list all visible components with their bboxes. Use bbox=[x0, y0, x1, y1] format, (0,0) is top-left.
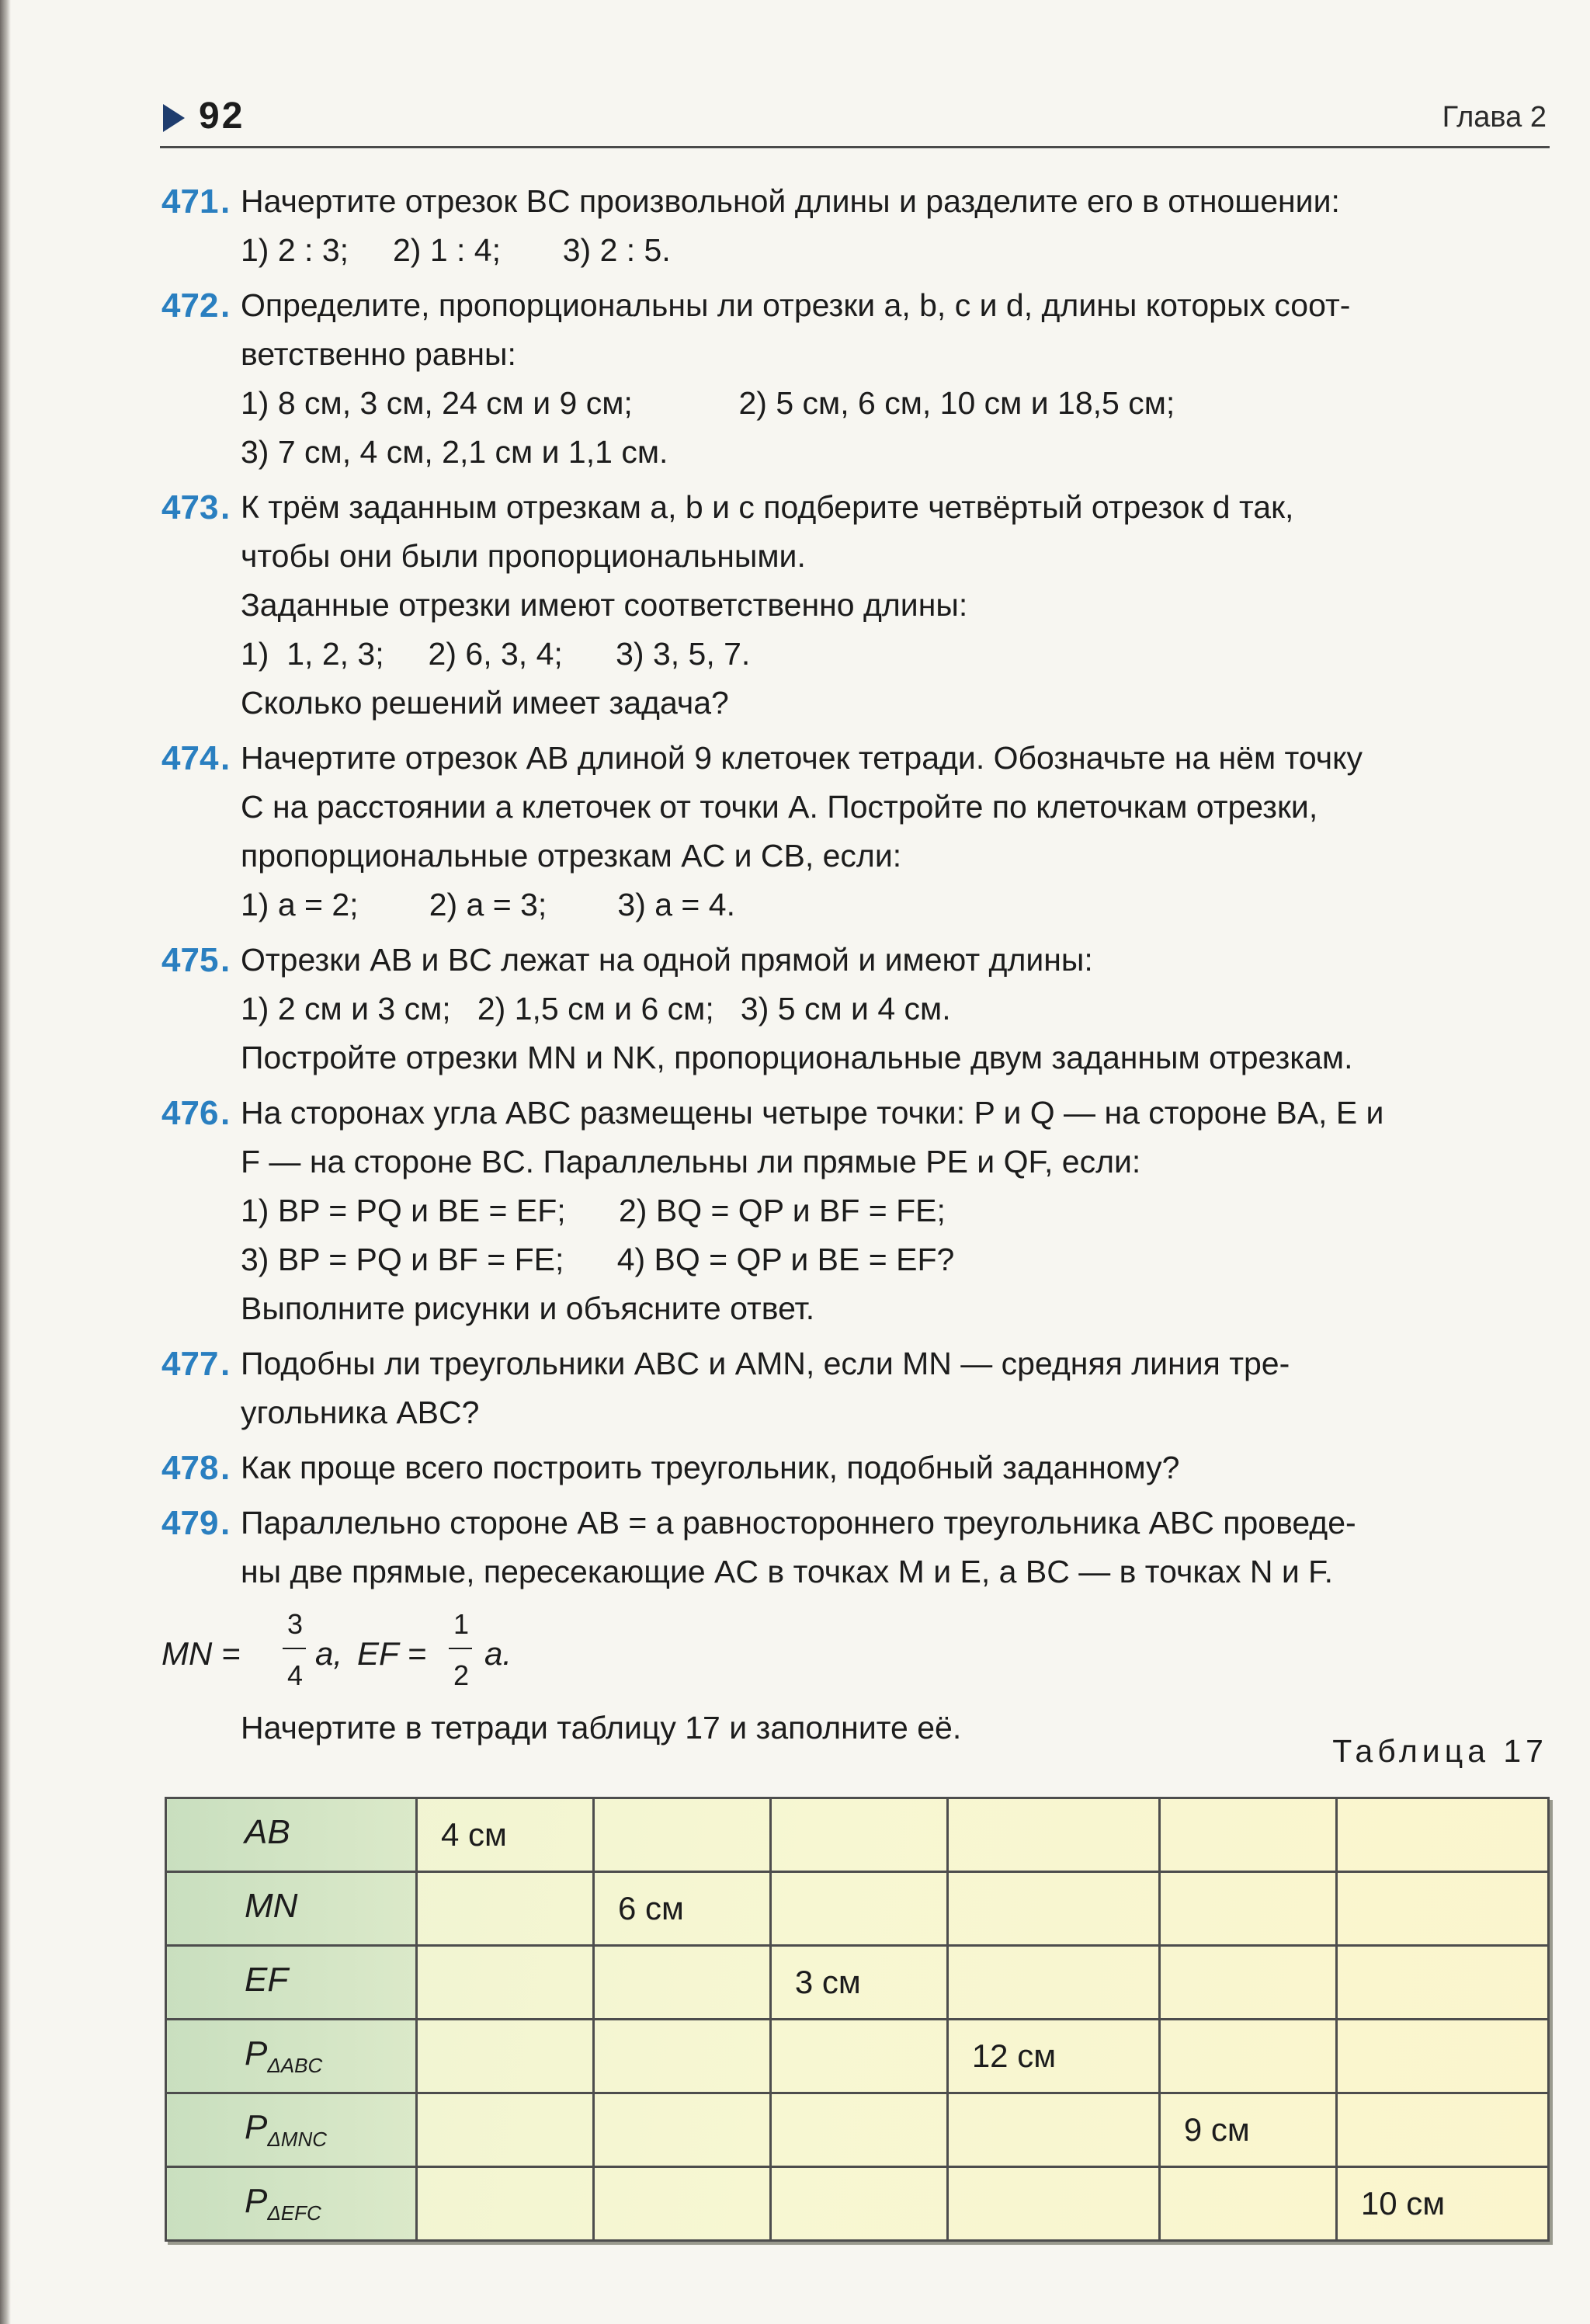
row-header-label: AB bbox=[245, 1813, 290, 1852]
table-row bbox=[166, 1798, 1549, 1872]
task-478 bbox=[161, 1443, 1548, 1492]
row-header-label: EF bbox=[245, 1961, 289, 1999]
task-text-line: F — на стороне BC. Параллельны ли прямые PE и QF, если: bbox=[241, 1144, 1141, 1179]
task-options-line: Выполните рисунки и объясните ответ. bbox=[241, 1291, 815, 1326]
table-cell bbox=[770, 2093, 947, 2167]
task-number: 476 bbox=[161, 1094, 219, 1132]
formula-ef-label: EF = bbox=[357, 1635, 427, 1672]
table-cell bbox=[1336, 1946, 1548, 2020]
formula-ef-denominator: 2 bbox=[453, 1659, 470, 1691]
formula-mn-numerator: 3 bbox=[287, 1608, 304, 1640]
book-spine-shadow bbox=[0, 0, 11, 2324]
table-cell bbox=[770, 2020, 947, 2093]
table-cell bbox=[947, 2167, 1159, 2241]
task-options-line: 1) 2 см и 3 см; 2) 1,5 см и 6 см; 3) 5 см и 4 см. bbox=[241, 991, 951, 1027]
task-options-line: 1) 2 : 3; 2) 1 : 4; 3) 2 : 5. bbox=[241, 232, 671, 268]
exercises bbox=[161, 177, 1548, 1753]
task-dot-mark: . bbox=[220, 739, 231, 777]
chapter-title: Глава 2 bbox=[1442, 101, 1547, 134]
task-dot-mark: . bbox=[220, 1345, 231, 1383]
task-dot-mark: . bbox=[220, 287, 231, 325]
task-text-line: Подобны ли треугольники ABC и AMN, если MN — средняя линия тре- bbox=[241, 1346, 1290, 1381]
task-options-line: Постройте отрезки MN и NK, пропорциональные двум заданным отрезкам. bbox=[241, 1040, 1353, 1075]
table-instruction: Начертите в тетради таблицу 17 и заполните её. bbox=[241, 1710, 962, 1746]
row-header-label: P bbox=[245, 2034, 268, 2073]
task-text-line: Определите, пропорциональны ли отрезки a, b, c и d, длины которых соот- bbox=[241, 287, 1351, 323]
task-472 bbox=[161, 281, 1548, 477]
table-cell bbox=[947, 1872, 1159, 1946]
table-cell bbox=[947, 1946, 1159, 2020]
table-cell bbox=[1159, 1798, 1336, 1872]
fraction-bar bbox=[449, 1648, 472, 1649]
table-cell bbox=[947, 2093, 1159, 2167]
table-cell bbox=[1159, 2167, 1336, 2241]
task-text-line: C на расстоянии a клеточек от точки A. Постройте по клеточкам отрезки, bbox=[241, 789, 1318, 825]
task-text-line: Заданные отрезки имеют соответственно длины: bbox=[241, 587, 968, 623]
table-row bbox=[166, 1872, 1549, 1946]
table-cell bbox=[1159, 1946, 1336, 2020]
table-cell bbox=[1159, 2020, 1336, 2093]
task-options-line: 1) BP = PQ и BE = EF; 2) BQ = QP и BF = FE; bbox=[241, 1193, 946, 1228]
formula-mn-denominator: 4 bbox=[287, 1659, 304, 1691]
table-caption: Таблица 17 bbox=[1332, 1733, 1548, 1769]
task-dot-mark: . bbox=[220, 488, 231, 526]
task-dot-mark: . bbox=[220, 1449, 231, 1487]
task-number: 471 bbox=[161, 182, 219, 221]
task-options-line: Сколько решений имеет задача? bbox=[241, 685, 729, 721]
task-dot-mark: . bbox=[220, 182, 231, 221]
task-476 bbox=[161, 1089, 1548, 1333]
task-dot-mark: . bbox=[220, 1094, 231, 1132]
task-options-line: 3) BP = PQ и BF = FE; 4) BQ = QP и BE = EF? bbox=[241, 1242, 955, 1277]
task-text-line: На сторонах угла ABC размещены четыре точки: P и Q — на стороне BA, E и bbox=[241, 1095, 1384, 1131]
table-row bbox=[166, 2167, 1549, 2241]
task-text-line: угольника ABC? bbox=[241, 1395, 480, 1430]
table-cell: 10 см bbox=[1336, 2167, 1548, 2241]
table-cell bbox=[593, 1946, 770, 2020]
table-row bbox=[166, 2020, 1549, 2093]
table-cell bbox=[593, 1798, 770, 1872]
row-header bbox=[166, 2167, 417, 2241]
table-cell: 9 см bbox=[1159, 2093, 1336, 2167]
table-cell bbox=[1336, 2020, 1548, 2093]
table-cell bbox=[770, 2167, 947, 2241]
table-cell: 12 см bbox=[947, 2020, 1159, 2093]
table-cell bbox=[417, 1872, 594, 1946]
task-text-line: К трём заданным отрезкам a, b и c подберите четвёртый отрезок d так, bbox=[241, 489, 1294, 525]
table-cell bbox=[770, 1798, 947, 1872]
table-cell bbox=[1159, 1872, 1336, 1946]
fraction-bar bbox=[283, 1648, 306, 1649]
task-dot-mark: . bbox=[220, 1504, 231, 1542]
table-cell bbox=[1336, 2093, 1548, 2167]
task-text-line: Как проще всего построить треугольник, подобный заданному? bbox=[241, 1450, 1180, 1485]
table-cell bbox=[1336, 1798, 1548, 1872]
task-options-line: 3) 7 см, 4 см, 2,1 см и 1,1 см. bbox=[241, 434, 668, 470]
task-options-line: 1) 1, 2, 3; 2) 6, 3, 4; 3) 3, 5, 7. bbox=[241, 636, 751, 672]
task-number: 472 bbox=[161, 287, 219, 325]
row-header bbox=[166, 2093, 417, 2167]
task-number: 475 bbox=[161, 941, 219, 979]
table-17 bbox=[165, 1797, 1550, 2242]
page-marker-icon bbox=[163, 104, 185, 132]
row-header bbox=[166, 1798, 417, 1872]
task-options-line: 1) 8 см, 3 см, 24 см и 9 см; 2) 5 см, 6 см, 10 см и 18,5 см; bbox=[241, 385, 1175, 421]
formula-ef-numerator: 1 bbox=[453, 1608, 470, 1640]
table-cell: 4 см bbox=[417, 1798, 594, 1872]
row-header-label: P bbox=[245, 2182, 268, 2221]
row-header-subscript: ΔMNC bbox=[267, 2127, 328, 2151]
row-header-subscript: ΔABC bbox=[267, 2053, 323, 2077]
task-text-line: Отрезки AB и BC лежат на одной прямой и имеют длины: bbox=[241, 942, 1093, 978]
page-header bbox=[160, 92, 1550, 148]
task-479 bbox=[161, 1499, 1548, 1596]
task-number: 477 bbox=[161, 1345, 219, 1383]
task-text-line: Начертите отрезок AB длиной 9 клеточек тетради. Обозначьте на нём точку bbox=[241, 740, 1363, 776]
task-text-line: пропорциональные отрезкам AC и CB, если: bbox=[241, 838, 902, 874]
table-cell bbox=[417, 2167, 594, 2241]
table-cell bbox=[770, 1872, 947, 1946]
table-cell bbox=[593, 2020, 770, 2093]
page-number: 92 bbox=[199, 96, 245, 137]
task-number: 473 bbox=[161, 488, 219, 526]
task-475 bbox=[161, 936, 1548, 1082]
table-row bbox=[166, 1946, 1549, 2020]
table-cell bbox=[947, 1798, 1159, 1872]
task-text-line: чтобы они были пропорциональными. bbox=[241, 538, 806, 574]
table-cell bbox=[593, 2093, 770, 2167]
table-cell bbox=[417, 1946, 594, 2020]
formula-mn-variable: a, bbox=[315, 1635, 343, 1672]
task-number: 478 bbox=[161, 1449, 219, 1487]
task-number: 479 bbox=[161, 1504, 219, 1542]
task-options-line: 1) a = 2; 2) a = 3; 3) a = 4. bbox=[241, 887, 735, 922]
table-cell bbox=[593, 2167, 770, 2241]
table-cell: 3 см bbox=[770, 1946, 947, 2020]
table-cell bbox=[417, 2020, 594, 2093]
task-text-line: ветственно равны: bbox=[241, 336, 516, 372]
table-cell bbox=[1336, 1872, 1548, 1946]
row-header bbox=[166, 1946, 417, 2020]
task-text-line: ны две прямые, пересекающие AC в точках M и E, а BC — в точках N и F. bbox=[241, 1554, 1334, 1589]
formula bbox=[161, 1603, 1548, 1704]
table-cell: 6 см bbox=[593, 1872, 770, 1946]
row-header-label: MN bbox=[245, 1887, 298, 1926]
task-477 bbox=[161, 1339, 1548, 1437]
task-number: 474 bbox=[161, 739, 219, 777]
row-header-subscript: ΔEFC bbox=[267, 2201, 321, 2225]
row-header bbox=[166, 2020, 417, 2093]
formula-mn-label: MN = bbox=[161, 1635, 241, 1672]
task-text-line: Параллельно стороне AB = a равностороннего треугольника ABC проведе- bbox=[241, 1505, 1356, 1541]
task-471 bbox=[161, 177, 1548, 275]
table-row bbox=[166, 2093, 1549, 2167]
task-474 bbox=[161, 734, 1548, 929]
formula-ef-variable: a. bbox=[484, 1635, 512, 1672]
task-473 bbox=[161, 483, 1548, 728]
row-header bbox=[166, 1872, 417, 1946]
task-text-line: Начертите отрезок BC произвольной длины и разделите его в отношении: bbox=[241, 183, 1340, 219]
task-list bbox=[161, 177, 1548, 1596]
row-header-label: P bbox=[245, 2108, 268, 2147]
task-dot-mark: . bbox=[220, 941, 231, 979]
table-cell bbox=[417, 2093, 594, 2167]
